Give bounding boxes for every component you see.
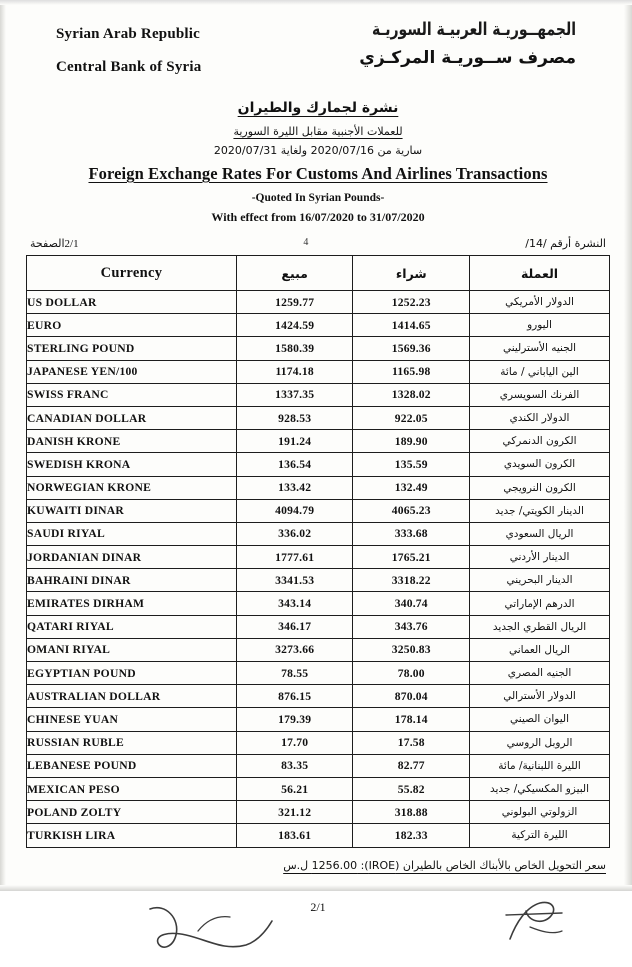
- sell-rate: 17.70: [236, 731, 353, 754]
- table-header-row: [27, 256, 610, 291]
- currency-name-en: SAUDI RIYAL: [27, 522, 237, 545]
- currency-name-en: SWEDISH KRONA: [27, 453, 237, 476]
- title-arabic-main: نشرة لجمارك والطيران: [237, 100, 399, 116]
- title-english-sub: -Quoted In Syrian Pounds-: [251, 192, 385, 204]
- currency-name-ar: الليرة اللبنانية/ مائة: [470, 754, 610, 777]
- table-row: [27, 662, 610, 685]
- sell-rate: 876.15: [236, 685, 353, 708]
- buy-rate: 82.77: [353, 754, 470, 777]
- currency-name-en: EURO: [27, 314, 237, 337]
- buy-rate: 4065.23: [353, 499, 470, 522]
- table-row: [27, 360, 610, 383]
- table-row: [27, 777, 610, 800]
- currency-name-ar: الكرون النرويجي: [470, 476, 610, 499]
- sell-rate: 3341.53: [236, 569, 353, 592]
- sell-rate: 1424.59: [236, 314, 353, 337]
- currency-name-ar: الدينار الكويتي/ جديد: [470, 499, 610, 522]
- buy-rate: 333.68: [353, 522, 470, 545]
- page-label-text: الصفحة: [30, 237, 65, 250]
- buy-rate: 182.33: [353, 824, 470, 847]
- currency-name-ar: الفرنك السويسري: [470, 383, 610, 406]
- buy-rate: 3250.83: [353, 638, 470, 661]
- currency-name-ar: الجنيه المصري: [470, 662, 610, 685]
- sell-rate: 4094.79: [236, 499, 353, 522]
- currency-name-en: POLAND ZOLTY: [27, 801, 237, 824]
- currency-name-en: NORWEGIAN KRONE: [27, 476, 237, 499]
- currency-name-en: EGYPTIAN POUND: [27, 662, 237, 685]
- title-arabic-sub: للعملات الأجنبية مقابل الليرة السورية: [233, 125, 403, 138]
- buy-rate: 55.82: [353, 777, 470, 800]
- currency-name-ar: البيزو المكسيكي/ جديد: [470, 777, 610, 800]
- bank-name-en: Central Bank of Syria: [56, 59, 202, 75]
- currency-name-en: CANADIAN DOLLAR: [27, 406, 237, 429]
- sell-rate: 1580.39: [236, 337, 353, 360]
- sell-rate: 136.54: [236, 453, 353, 476]
- currency-name-en: DANISH KRONE: [27, 430, 237, 453]
- table-row: [27, 638, 610, 661]
- sell-rate: 191.24: [236, 430, 353, 453]
- sell-rate: 336.02: [236, 522, 353, 545]
- bank-name-ar: مصرف ســوريـة المركـزي: [359, 48, 576, 68]
- exchange-rates-table: [26, 255, 610, 848]
- currency-name-ar: الكرون الدنمركي: [470, 430, 610, 453]
- table-row: [27, 569, 610, 592]
- scan-edge-left: [0, 0, 6, 891]
- country-name-en: Syrian Arab Republic: [56, 26, 201, 42]
- table-row: [27, 592, 610, 615]
- table-row: [27, 291, 610, 314]
- buy-rate: 1765.21: [353, 546, 470, 569]
- table-row: [27, 754, 610, 777]
- scan-edge-right: [624, 0, 632, 891]
- currency-name-en: OMANI RIYAL: [27, 638, 237, 661]
- title-block: [26, 100, 610, 225]
- sell-rate: 133.42: [236, 476, 353, 499]
- sell-rate: 183.61: [236, 824, 353, 847]
- currency-name-en: JORDANIAN DINAR: [27, 546, 237, 569]
- signature-right: [500, 895, 570, 953]
- sell-rate: 343.14: [236, 592, 353, 615]
- title-english-dates: With effect from 16/07/2020 to 31/07/2020: [211, 210, 425, 224]
- currency-name-en: LEBANESE POUND: [27, 754, 237, 777]
- buy-rate: 318.88: [353, 801, 470, 824]
- meta-row: [26, 237, 610, 250]
- table-row: [27, 383, 610, 406]
- title-arabic-dates: سارية من 2020/07/16 ولغاية 2020/07/31: [213, 144, 423, 157]
- table-row: [27, 615, 610, 638]
- signature-left: [146, 901, 276, 957]
- currency-name-ar: الريال السعودي: [470, 522, 610, 545]
- buy-rate: 17.58: [353, 731, 470, 754]
- currency-name-ar: اليوان الصيني: [470, 708, 610, 731]
- currency-name-en: EMIRATES DIRHAM: [27, 592, 237, 615]
- currency-name-ar: الليرة التركية: [470, 824, 610, 847]
- scan-edge-top: [0, 0, 632, 5]
- currency-name-ar: الزولوتي البولوني: [470, 801, 610, 824]
- buy-rate: 132.49: [353, 476, 470, 499]
- table-row: [27, 801, 610, 824]
- table-body: [27, 291, 610, 848]
- currency-name-ar: الروبل الروسي: [470, 731, 610, 754]
- buy-rate: 1165.98: [353, 360, 470, 383]
- sell-rate: 928.53: [236, 406, 353, 429]
- sell-rate: 1777.61: [236, 546, 353, 569]
- table-row: [27, 453, 610, 476]
- buy-rate: 1252.23: [353, 291, 470, 314]
- sell-rate: 83.35: [236, 754, 353, 777]
- center-mark: 4: [303, 237, 309, 248]
- buy-rate: 870.04: [353, 685, 470, 708]
- currency-name-en: MEXICAN PESO: [27, 777, 237, 800]
- currency-name-ar: الدولار الأسترالي: [470, 685, 610, 708]
- buy-rate: 1328.02: [353, 383, 470, 406]
- page-label-value: 2/1: [64, 238, 79, 250]
- currency-name-en: AUSTRALIAN DOLLAR: [27, 685, 237, 708]
- currency-name-ar: الدينار البحريني: [470, 569, 610, 592]
- table-row: [27, 337, 610, 360]
- sell-rate: 56.21: [236, 777, 353, 800]
- header-currency-ar: العملة: [470, 256, 610, 291]
- currency-name-ar: الدرهم الإماراتي: [470, 592, 610, 615]
- table-row: [27, 314, 610, 337]
- header-english-block: [26, 16, 201, 76]
- currency-name-ar: الكرون السويدي: [470, 453, 610, 476]
- sell-rate: 1174.18: [236, 360, 353, 383]
- currency-name-en: SWISS FRANC: [27, 383, 237, 406]
- page-label: [30, 237, 87, 250]
- table-row: [27, 522, 610, 545]
- currency-name-en: STERLING POUND: [27, 337, 237, 360]
- table-row: [27, 546, 610, 569]
- currency-name-en: US DOLLAR: [27, 291, 237, 314]
- currency-name-en: TURKISH LIRA: [27, 824, 237, 847]
- currency-name-en: RUSSIAN RUBLE: [27, 731, 237, 754]
- buy-rate: 189.90: [353, 430, 470, 453]
- header-buy-ar: شراء: [353, 256, 470, 291]
- footer-page-number: 2/1: [310, 899, 326, 914]
- buy-rate: 922.05: [353, 406, 470, 429]
- iroe-note: سعر التحويل الخاص بالأبناك الخاص بالطيران (IROE): 1256.00 ل.س: [283, 858, 606, 872]
- table-row: [27, 430, 610, 453]
- header-arabic-block: [359, 16, 610, 68]
- currency-name-ar: الدولار الكندي: [470, 406, 610, 429]
- sell-rate: 1337.35: [236, 383, 353, 406]
- sell-rate: 321.12: [236, 801, 353, 824]
- buy-rate: 135.59: [353, 453, 470, 476]
- currency-name-ar: اليورو: [470, 314, 610, 337]
- buy-rate: 178.14: [353, 708, 470, 731]
- document-header: [26, 16, 610, 92]
- table-row: [27, 499, 610, 522]
- header-currency-en: Currency: [27, 256, 237, 291]
- currency-name-ar: الدينار الأردني: [470, 546, 610, 569]
- table-row: [27, 685, 610, 708]
- sell-rate: 1259.77: [236, 291, 353, 314]
- currency-name-en: JAPANESE YEN/100: [27, 360, 237, 383]
- currency-name-en: CHINESE YUAN: [27, 708, 237, 731]
- currency-name-en: BAHRAINI DINAR: [27, 569, 237, 592]
- currency-name-ar: الريال العماني: [470, 638, 610, 661]
- table-row: [27, 406, 610, 429]
- currency-name-en: KUWAITI DINAR: [27, 499, 237, 522]
- document-content: [26, 16, 610, 967]
- table-row: [27, 824, 610, 847]
- table-row: [27, 731, 610, 754]
- currency-name-en: QATARI RIYAL: [27, 615, 237, 638]
- currency-name-ar: الين الياباني / مائة: [470, 360, 610, 383]
- table-row: [27, 708, 610, 731]
- sell-rate: 78.55: [236, 662, 353, 685]
- signature-area: [26, 901, 610, 967]
- buy-rate: 1414.65: [353, 314, 470, 337]
- title-english-main: Foreign Exchange Rates For Customs And Airlines Transactions: [88, 164, 548, 183]
- bulletin-number: النشرة أرقم /14/: [525, 237, 606, 250]
- buy-rate: 340.74: [353, 592, 470, 615]
- country-name-ar: الجمهــوريـة العربيـة السوريـة: [371, 20, 576, 40]
- sell-rate: 346.17: [236, 615, 353, 638]
- currency-name-ar: الدولار الأمريكي: [470, 291, 610, 314]
- buy-rate: 3318.22: [353, 569, 470, 592]
- currency-name-ar: الجنيه الأسترليني: [470, 337, 610, 360]
- table-row: [27, 476, 610, 499]
- buy-rate: 1569.36: [353, 337, 470, 360]
- sell-rate: 179.39: [236, 708, 353, 731]
- currency-name-ar: الريال القطري الجديد: [470, 615, 610, 638]
- buy-rate: 78.00: [353, 662, 470, 685]
- header-sell-ar: مبيع: [236, 256, 353, 291]
- buy-rate: 343.76: [353, 615, 470, 638]
- sell-rate: 3273.66: [236, 638, 353, 661]
